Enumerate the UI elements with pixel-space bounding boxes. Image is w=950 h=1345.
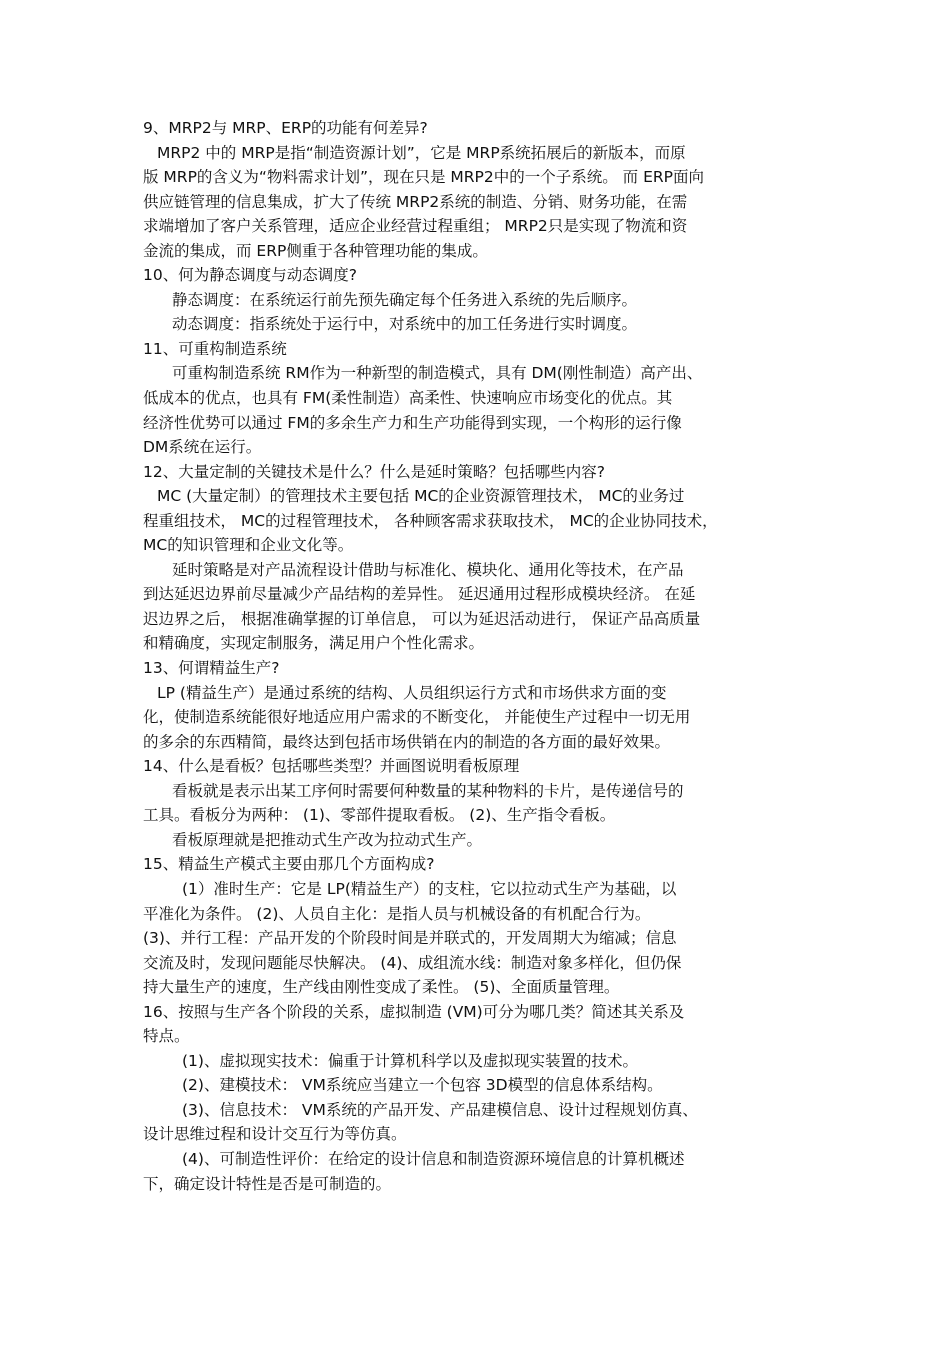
text-line: 迟边界之后， 根据准确掌握的订单信息， 可以为延迟活动进行， 保证产品高质量 [143, 609, 701, 628]
text-line: 15、精益生产模式主要由那几个方面构成? [143, 855, 435, 874]
text-line: 到达延迟边界前尽量减少产品结构的差异性。 延迟通用过程形成模块经济。 在延 [143, 585, 696, 604]
text-line: 化，使制造系统能很好地适应用户需求的不断变化， 并能使生产过程中一切无用 [143, 708, 691, 727]
text-line: 特点。 [143, 1027, 190, 1046]
text-line: MRP2 中的 MRP是指“制造资源计划”，它是 MRP系统拓展后的新版本，而原 [157, 143, 686, 162]
text-line: 的多余的东西精简，最终达到包括市场供销在内的制造的各方面的最好效果。 [143, 732, 671, 751]
text-line: 程重组技术， MC的过程管理技术， 各种顾客需求获取技术， MC的企业协同技术， [143, 511, 718, 530]
text-line: 11、可重构制造系统 [143, 339, 287, 358]
text-line: 14、什么是看板？包括哪些类型？并画图说明看板原理 [143, 757, 520, 776]
text-line: 看板就是表示出某工序何时需要何种数量的某种物料的卡片，是传递信号的 [172, 781, 684, 800]
text-line: 设计思维过程和设计交互行为等仿真。 [143, 1125, 407, 1144]
text-line: MC的知识管理和企业文化等。 [143, 536, 354, 555]
text-line: (4)、可制造性评价：在给定的设计信息和制造资源环境信息的计算机概述 [182, 1149, 685, 1168]
text-line: DM系统在运行。 [143, 438, 262, 457]
text-line: LP (精益生产）是通过系统的结构、人员组织运行方式和市场供求方面的变 [157, 683, 667, 702]
text-line: 经济性优势可以通过 FM的多余生产力和生产功能得到实现，一个构形的运行像 [143, 413, 682, 432]
text-line: 下，确定设计特性是否是可制造的。 [143, 1174, 392, 1193]
text-line: 动态调度：指系统处于运行中，对系统中的加工任务进行实时调度。 [172, 315, 638, 334]
text-line: (3)、并行工程：产品开发的个阶段时间是并联式的，开发周期大为缩减；信息 [143, 929, 677, 948]
text-line: 9、MRP2与 MRP、ERP的功能有何差异? [143, 119, 428, 137]
text-line: 13、何谓精益生产? [143, 659, 280, 678]
text-line: 和精确度，实现定制服务，满足用户个性化需求。 [143, 634, 485, 653]
text-line: 10、何为静态调度与动态调度? [143, 266, 357, 285]
text-line: 16、按照与生产各个阶段的关系，虚拟制造 (VM)可分为哪几类？简述其关系及 [143, 1002, 685, 1021]
text-line: 金流的集成，而 ERP侧重于各种管理功能的集成。 [143, 241, 488, 260]
text-line: MC (大量定制）的管理技术主要包括 MC的企业资源管理技术， MC的业务过 [157, 487, 685, 506]
text-line: (2)、建模技术： VM系统应当建立一个包容 3D模型的信息体系结构。 [182, 1076, 663, 1095]
text-line: (1）准时生产：它是 LP(精益生产）的支柱，它以拉动式生产为基础，以 [182, 879, 677, 898]
text-line: 工具。看板分为两种： (1)、零部件提取看板。 (2)、生产指令看板。 [143, 806, 616, 825]
text-line: 供应链管理的信息集成，扩大了传统 MRP2系统的制造、分销、财务功能，在需 [143, 192, 688, 211]
text-line: 交流及时，发现问题能尽快解决。 (4)、成组流水线：制造对象多样化，但仍保 [143, 953, 682, 972]
text-line: 12、大量定制的关键技术是什么？什么是延时策略？包括哪些内容? [143, 462, 605, 481]
text-line: 平准化为条件。 (2)、人员自主化：是指人员与机械设备的有机配合行为。 [143, 904, 651, 923]
text-line: 低成本的优点，也具有 FM(柔性制造）高柔性、快速响应市场变化的优点。其 [143, 389, 673, 408]
text-line: 延时策略是对产品流程设计借助与标准化、模块化、通用化等技术，在产品 [172, 560, 684, 579]
text-line: 版 MRP的含义为“物料需求计划”，现在只是 MRP2中的一个子系统。 而 ERP面向 [143, 168, 705, 187]
text-line: 静态调度：在系统运行前先预先确定每个任务进入系统的先后顺序。 [172, 290, 638, 309]
text-line: (1)、虚拟现实技术：偏重于计算机科学以及虚拟现实装置的技术。 [182, 1051, 638, 1070]
document-body [143, 116, 811, 1196]
text-line: 持大量生产的速度，生产线由刚性变成了柔性。 (5)、全面质量管理。 [143, 978, 620, 997]
text-line: 可重构制造系统 RM作为一种新型的制造模式，具有 DM(刚性制造）高产出、 [172, 364, 703, 383]
text-line: (3)、信息技术： VM系统的产品开发、产品建模信息、设计过程规划仿真、 [182, 1100, 698, 1119]
text-line: 看板原理就是把推动式生产改为拉动式生产。 [172, 830, 483, 849]
text-line: 求端增加了客户关系管理，适应企业经营过程重组； MRP2只是实现了物流和资 [143, 217, 688, 236]
